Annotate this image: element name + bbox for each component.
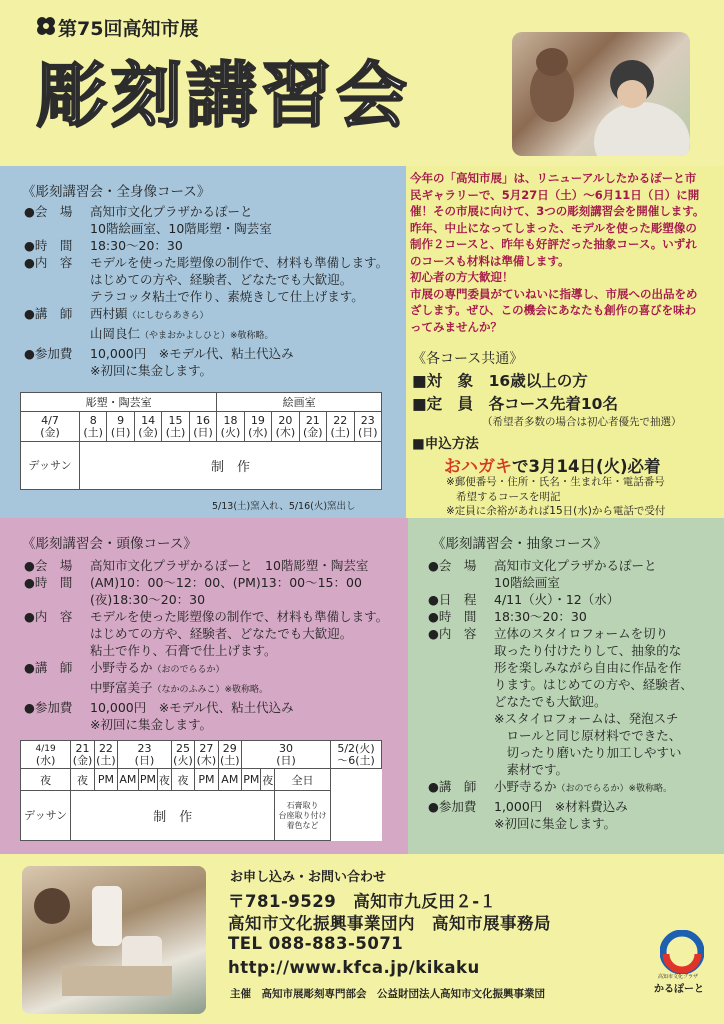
dates-key: ●日 程	[428, 592, 477, 607]
time-key: ●時 間	[24, 238, 73, 253]
instructor-key: ●講 師	[428, 779, 477, 794]
full-course-details	[24, 203, 388, 379]
dates-value: 4/11（火）・12（水）	[494, 592, 620, 607]
venue-value-2: 10階絵画室	[494, 575, 560, 590]
apply-note-3: ※定員に余裕があれば15日(水)から電話で受付	[446, 505, 666, 517]
period-cell: 夜	[71, 769, 94, 791]
date-cell: 21 (金)	[72, 741, 93, 767]
date-cell: 19 (水)	[244, 412, 271, 442]
venue-value: 高知市文化プラザかるぽーと	[90, 204, 253, 219]
fee-note: ※初回に集金します。	[90, 717, 212, 732]
content-line-3: テラコッタ粘土で作り、素焼きして仕上げます。	[90, 289, 364, 304]
workshop-photo	[22, 866, 206, 1014]
organization: 高知市文化振興事業団内 高知市展事務局	[228, 914, 551, 933]
period-cell: 夜	[171, 769, 194, 791]
apply-deadline-text: で3月14日(火)必着	[512, 457, 661, 476]
date-cell: 4/7 (金)	[21, 412, 80, 442]
venue-key: ●会 場	[24, 558, 73, 573]
date-cell: 16 (日)	[189, 412, 216, 442]
content-line-5: どなたでも大歓迎。	[494, 694, 607, 709]
phone-number: TEL 088-883-5071	[228, 934, 404, 953]
edition-label: 第75回高知市展	[58, 18, 199, 40]
fee-key: ●参加費	[428, 799, 477, 814]
content-line-3: 形を楽しみながら自由に作品を作	[494, 660, 682, 675]
material-note-3: 切ったり磨いたり加工しやすい	[494, 745, 682, 760]
head-periods-row	[21, 769, 382, 791]
date-cell: 23 (日)	[118, 741, 172, 769]
page-title: 彫刻講習会	[36, 54, 412, 137]
content-key: ●内 容	[428, 626, 477, 641]
date-cell: 23 (日)	[354, 412, 382, 442]
venue-value-2: 10階絵画室、10階彫塑・陶芸室	[90, 221, 272, 236]
content-key: ●内 容	[24, 609, 73, 624]
logo-subtext: 高知市文化プラザ	[658, 974, 699, 980]
material-note-4: 素材です。	[494, 762, 569, 777]
head-course-schedule-table	[20, 740, 382, 841]
fee-note: ※初回に集金します。	[494, 816, 616, 831]
postal-address: 〒781-9529 高知市九反田２-１	[228, 892, 497, 911]
sponsor-line: 主催 高知市展彫刻専門部会 公益財団法人高知市文化振興事業団	[230, 988, 545, 1000]
fee-key: ●参加費	[24, 346, 73, 361]
time-value: 18:30～20：30	[494, 609, 587, 624]
apply-title: ■申込方法	[412, 436, 479, 452]
instructor-2-reading: （やまおかよしひと）※敬称略。	[140, 331, 274, 341]
content-line-3: 粘土で作り、石膏で仕上げます。	[90, 643, 277, 658]
fee-value: 10,000円 ※モデル代、粘土代込み	[90, 700, 294, 715]
time-key: ●時 間	[428, 609, 477, 624]
venue-value: 高知市文化プラザかるぽーと	[494, 558, 657, 573]
date-cell: 25 (火)	[173, 741, 193, 767]
fee-key: ●参加費	[24, 700, 73, 715]
apply-deadline	[444, 452, 661, 477]
content-line-1: モデルを使った彫塑像の制作で、材料も準備します。	[90, 609, 389, 624]
time-value-2: (夜)18:30～20：30	[90, 592, 206, 607]
content-line-1: モデルを使った彫塑像の制作で、材料も準備します。	[90, 255, 389, 270]
abstract-course-details	[428, 557, 693, 832]
event-logo-icon	[36, 16, 56, 36]
material-note-2: ロールと同じ原材料でできた、	[494, 728, 682, 743]
date-cell: 9 (日)	[107, 412, 134, 442]
period-cell: PM	[94, 769, 117, 791]
intro-welcome: 初心者の方大歓迎！	[410, 270, 514, 284]
venue-value: 高知市文化プラザかるぽーと 10階彫塑・陶芸室	[90, 558, 369, 573]
date-cell: 22 (土)	[327, 412, 354, 442]
period-cell: 夜	[158, 769, 172, 791]
period-cell: PM	[242, 769, 261, 791]
period-cell: AM	[118, 769, 138, 791]
date-cell: 30 (日)	[242, 741, 331, 769]
date-cell: 8 (土)	[79, 412, 106, 442]
fee-value: 1,000円 ※材料費込み	[494, 799, 628, 814]
period-cell: PM	[138, 769, 157, 791]
intro-invite: 市展の専門委員がていねいに指導し、市展への出品をめざします。ぜひ、この機会にあなたも創作の喜びを味わってみませんか？	[410, 286, 698, 334]
date-cell: 21 (金)	[299, 412, 326, 442]
fee-note: ※初回に集金します。	[90, 363, 212, 378]
period-cell: PM	[195, 769, 218, 791]
website-link[interactable]: http://www.kfca.jp/kikaku	[228, 958, 480, 977]
apply-notes	[446, 475, 665, 519]
venue-key: ●会 場	[24, 204, 73, 219]
instructor-1: 小野寺るか	[90, 660, 153, 675]
instructor-key: ●講 師	[24, 306, 73, 321]
common-title: 《各コース共通》	[412, 351, 524, 367]
date-cell: 20 (木)	[272, 412, 299, 442]
content-line-1: 立体のスタイロフォームを切り	[494, 626, 669, 641]
material-note-1: ※スタイロフォームは、発泡スチ	[494, 711, 679, 726]
instructor-1-reading: （おのでらるか）※敬称略。	[556, 784, 673, 794]
fee-value: 10,000円 ※モデル代、粘土代込み	[90, 346, 294, 361]
content-line-4: ります。はじめての方や、経験者、	[494, 677, 693, 692]
date-cell: 18 (火)	[217, 412, 244, 442]
head-course-title: 《彫刻講習会・頭像コース》	[22, 536, 197, 552]
instructor-1-reading: （にしむらあきら）	[127, 311, 209, 321]
karapo-logo-icon	[660, 930, 704, 974]
room-header-sculpture: 彫塑・陶芸室	[21, 393, 217, 412]
instructor-1: 西村顕	[90, 306, 128, 321]
capacity-note: （希望者多数の場合は初心者優先で抽選）	[482, 416, 682, 428]
apply-method-highlight: おハガキ	[444, 457, 512, 477]
instructor-2: 中野富美子	[90, 680, 153, 695]
work-label: 制 作	[79, 442, 381, 490]
time-value: 18:30～20：30	[90, 238, 183, 253]
period-cell: AM	[218, 769, 241, 791]
kiln-note: 5/13(土)窯入れ、5/16(火)窯出し	[212, 501, 356, 512]
time-key: ●時 間	[24, 575, 73, 590]
target-line: ■対 象 16歳以上の方	[412, 372, 588, 390]
venue-key: ●会 場	[428, 558, 477, 573]
apply-note-1: ※郵便番号・住所・氏名・生まれ年・電話番号	[446, 476, 665, 488]
period-cell: 全日	[275, 769, 331, 791]
intro-text-block	[410, 170, 706, 335]
apply-note-2: 希望するコースを明記	[456, 490, 561, 503]
date-cell: 29 (土)	[220, 741, 240, 767]
content-line-2: はじめての方や、経験者、どなたでも大歓迎。	[90, 626, 353, 641]
finishing-note: 石膏取り 台座取り付け 着色など	[275, 791, 331, 841]
instructor-1: 小野寺るか	[494, 779, 557, 794]
instructor-2: 山岡良仁	[90, 326, 141, 341]
date-cell: 22 (土)	[96, 741, 116, 767]
head-dates-row	[21, 741, 382, 769]
work-label: 制 作	[71, 791, 275, 841]
period-cell: 夜	[21, 769, 71, 791]
full-dates-row	[21, 412, 382, 442]
date-cell: 14 (金)	[134, 412, 161, 442]
instructor-2-reading: （なかのふみこ）※敬称略。	[152, 685, 269, 695]
period-cell: 夜	[261, 769, 275, 791]
date-cell: 4/19 (水)	[21, 741, 71, 769]
abstract-course-title: 《彫刻講習会・抽象コース》	[432, 536, 607, 552]
date-cell: 27 (木)	[196, 741, 217, 767]
instructor-key: ●講 師	[24, 660, 73, 675]
content-line-2: はじめての方や、経験者、どなたでも大歓迎。	[90, 272, 353, 287]
intro-paragraph: 今年の「高知市展」は、リニューアルしたかるぽーと市民ギャラリーで、5月27日（土）～6月11日（日）に開催！その市展に向けて、3つの彫刻講習会を開催します。昨年、中止になってしまった、モデルを使った彫塑像の制作２コースと、昨年も好評だった抽象コース。いずれのコースも材料は準備します。	[410, 171, 705, 268]
date-cell: 15 (土)	[162, 412, 189, 442]
head-course-details	[24, 557, 388, 733]
capacity-line: ■定 員 各コース先着10名	[412, 395, 618, 413]
full-course-title: 《彫刻講習会・全身像コース》	[22, 184, 211, 200]
dessin-label: デッサン	[21, 442, 80, 490]
room-header-painting: 絵画室	[217, 393, 382, 412]
full-course-schedule-table	[20, 392, 382, 490]
contact-title: お申し込み・お問い合わせ	[230, 870, 387, 885]
time-value: (AM)10：00～12：00、(PM)13：00～15：00	[90, 575, 362, 590]
content-key: ●内 容	[24, 255, 73, 270]
logo-text: かるぽーと	[654, 984, 704, 995]
content-line-2: 取ったり付けたりして、抽象的な	[494, 643, 682, 658]
instructor-1-reading: （おのでらるか）	[152, 665, 225, 675]
dessin-label: デッサン	[21, 791, 71, 841]
date-cell: 5/2(火) ～6(土)	[331, 741, 382, 769]
sculpture-photo	[512, 32, 690, 156]
